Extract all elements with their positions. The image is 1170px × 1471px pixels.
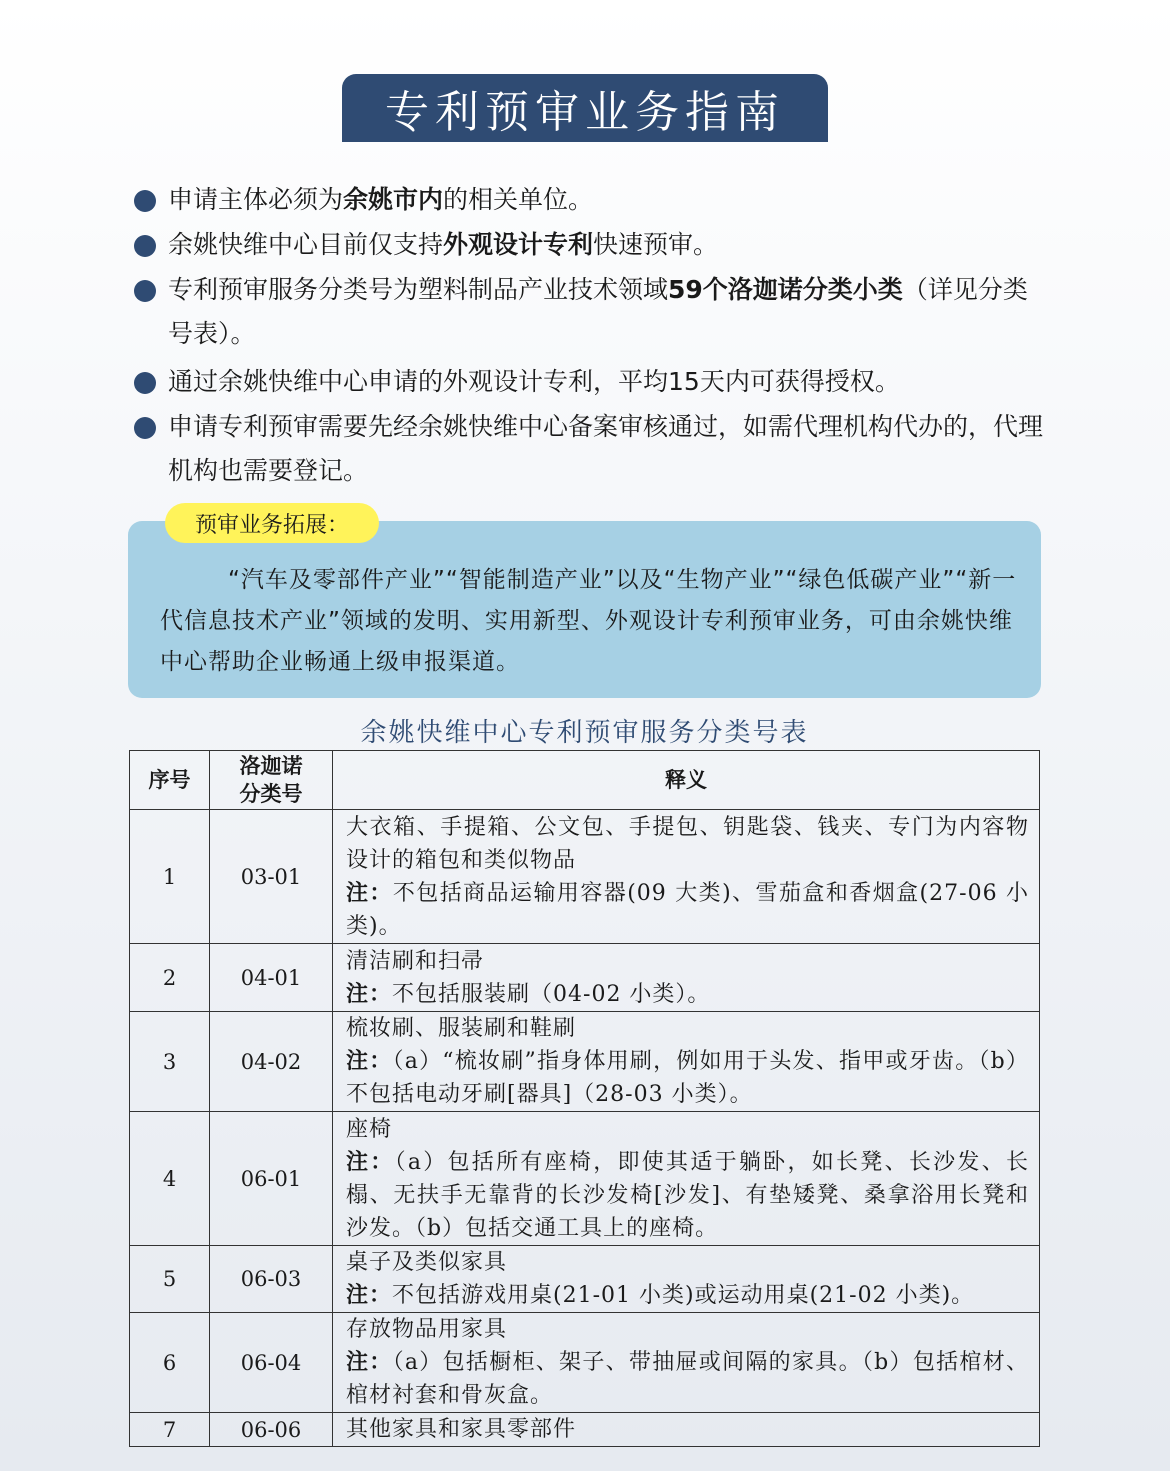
- list-item: 申请专利预审需要先经余姚快维中心备案审核通过，如需代理机构代办的，代理机构也需要登记。: [130, 405, 1050, 493]
- row-desc: 座椅 注：（a）包括所有座椅，即使其适于躺卧，如长凳、长沙发、长榻、无扶手无靠背的长沙发椅[沙发]、有垫矮凳、桑拿浴用长凳和沙发。（b）包括交通工具上的座椅。: [333, 1112, 1040, 1246]
- header-desc: 释义: [333, 751, 1040, 810]
- row-desc: 梳妆刷、服装刷和鞋刷 注：（a）“梳妆刷”指身体用刷，例如用于头发、指甲或牙齿。（b）不包括电动牙刷[器具]（28-03 小类）。: [333, 1012, 1040, 1112]
- bullet-dot-icon: [134, 280, 156, 302]
- table-header-row: [130, 751, 1040, 810]
- table-row: [130, 1246, 1040, 1313]
- row-desc: 大衣箱、手提箱、公文包、手提包、钥匙袋、钱夹、专门为内容物设计的箱包和类似物品 注：不包括商品运输用容器(09 大类)、雪茄盒和香烟盒(27-06 小类)。: [333, 810, 1040, 944]
- row-code: 06-06: [210, 1413, 333, 1447]
- row-num: 1: [130, 810, 210, 944]
- bullet-dot-icon: [134, 372, 156, 394]
- bullet-dot-icon: [134, 235, 156, 257]
- classification-table: [129, 750, 1040, 1447]
- page-title: 专利预审业务指南: [342, 74, 828, 142]
- row-code: 03-01: [210, 810, 333, 944]
- extension-tag: 预审业务拓展：: [165, 503, 379, 543]
- row-code: 06-01: [210, 1112, 333, 1246]
- table-row: [130, 1012, 1040, 1112]
- list-item: 申请主体必须为余姚市内的相关单位。: [130, 178, 1050, 222]
- table-row: [130, 1313, 1040, 1413]
- header-num: 序号: [130, 751, 210, 810]
- row-num: 5: [130, 1246, 210, 1313]
- row-code: 04-01: [210, 944, 333, 1012]
- bullet-dot-icon: [134, 417, 156, 439]
- row-desc: 存放物品用家具 注：（a）包括橱柜、架子、带抽屉或间隔的家具。（b）包括棺材、棺材衬套和骨灰盒。: [333, 1313, 1040, 1413]
- extension-body: “汽车及零部件产业”“智能制造产业”以及“生物产业”“绿色低碳产业”“新一代信息技术产业”领域的发明、实用新型、外观设计专利预审业务，可由余姚快维中心帮助企业畅通上级申报渠道。: [160, 567, 1017, 675]
- table-row: [130, 1112, 1040, 1246]
- table-row: [130, 944, 1040, 1012]
- row-code: 06-04: [210, 1313, 333, 1413]
- table-title: 余姚快维中心专利预审服务分类号表: [360, 718, 809, 748]
- bullet-dot-icon: [134, 190, 156, 212]
- header-code: 洛迦诺 分类号: [210, 751, 333, 810]
- row-num: 6: [130, 1313, 210, 1413]
- list-item: 通过余姚快维中心申请的外观设计专利，平均15天内可获得授权。: [130, 360, 1050, 404]
- row-desc: 桌子及类似家具 注：不包括游戏用桌(21-01 小类)或运动用桌(21-02 小类)。: [333, 1246, 1040, 1313]
- row-num: 3: [130, 1012, 210, 1112]
- row-desc: 清洁刷和扫帚 注：不包括服装刷（04-02 小类）。: [333, 944, 1040, 1012]
- row-num: 2: [130, 944, 210, 1012]
- row-desc: 其他家具和家具零部件: [333, 1413, 1040, 1447]
- list-item: 专利预审服务分类号为塑料制品产业技术领域59个洛迦诺分类小类（详见分类号表）。: [130, 268, 1050, 356]
- list-item: 余姚快维中心目前仅支持外观设计专利快速预审。: [130, 223, 1050, 267]
- row-code: 04-02: [210, 1012, 333, 1112]
- row-num: 4: [130, 1112, 210, 1246]
- row-num: 7: [130, 1413, 210, 1447]
- row-code: 06-03: [210, 1246, 333, 1313]
- table-row: [130, 810, 1040, 944]
- table-row: [130, 1413, 1040, 1447]
